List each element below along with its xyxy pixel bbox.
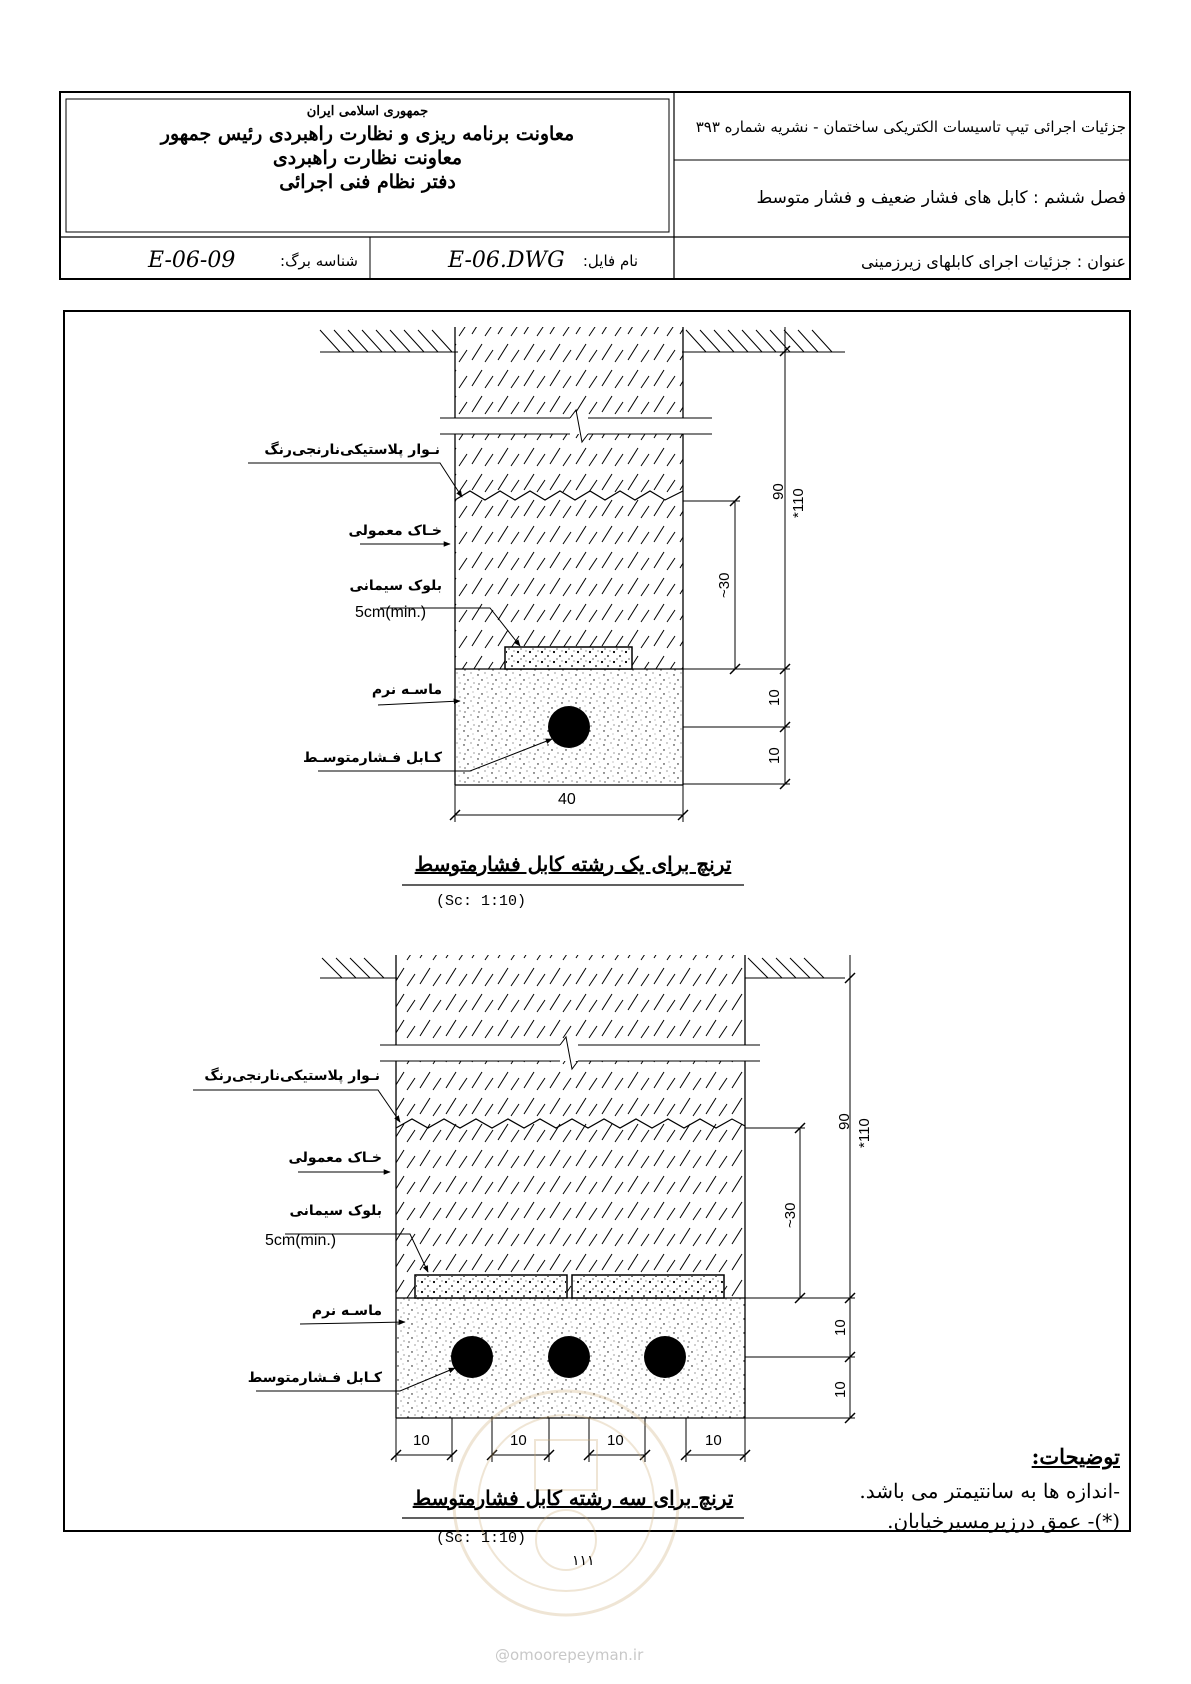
publication-title: جزئیات اجرائی تیپ تاسیسات الکتریکی ساختمان - نشریه شماره ۳۹۳: [695, 118, 1126, 136]
d2-label-sand: ماسـه نرم: [311, 1303, 382, 1319]
d1-label-block-min: 5cm(min.): [355, 604, 427, 621]
cable-1: [548, 706, 590, 748]
file-label: نام فایل:: [582, 252, 638, 270]
org-block: [66, 104, 669, 193]
d2-label-soil: خـاک معمولی: [288, 1150, 382, 1166]
d2-dim-w1: 10: [413, 1432, 430, 1449]
sheet-id-cell: [66, 246, 366, 276]
sheet-label: شناسه برگ:: [280, 252, 358, 270]
watermark-text: @omoorepeyman.ir: [495, 1646, 644, 1664]
notes-line-2: (*)- عمق درزیرمسیرخیابان.: [887, 1509, 1120, 1533]
d1-dim-90: 90: [770, 483, 787, 500]
d2-label-tape: نـوار پلاستیکی‌نارنجی‌رنگ: [204, 1068, 380, 1084]
d1-caption: ترنچ برای یک رشته کابل فشارمتوسط: [414, 852, 732, 876]
d2-label-cable: کـابل فـشارمتوسط: [247, 1370, 382, 1386]
file-value: E-06.DWG: [448, 248, 565, 273]
d2-scale: (Sc: 1:10): [436, 1530, 527, 1547]
drawing-title: [676, 252, 1126, 271]
d1-label-tape: نـوار پلاستیکی‌نارنجی‌رنگ: [264, 442, 440, 458]
d1-dim-10a: 10: [766, 689, 783, 706]
d2-dim-90: 90: [836, 1113, 853, 1130]
chapter-title: فصل ششم : کابل های فشار ضعیف و فشار متوسط: [756, 188, 1126, 208]
org-line-2: معاونت برنامه ریزی و نظارت راهبردی رئیس جمهور: [160, 123, 575, 145]
cable-2c: [644, 1336, 686, 1378]
d2-dim-w2: 10: [510, 1432, 527, 1449]
notes-line-1: -اندازه ها به سانتیمتر می باشد.: [859, 1479, 1120, 1503]
trench-diagram-1: [248, 327, 845, 885]
cable-2b: [548, 1336, 590, 1378]
d1-label-sand: ماسـه نرم: [371, 682, 442, 698]
file-name-cell: [380, 246, 668, 276]
title-label: عنوان :: [1076, 252, 1126, 271]
cable-2a: [451, 1336, 493, 1378]
org-line-3: معاونت نظارت راهبردی: [272, 147, 463, 169]
d1-label-cable: کـابل فـشارمتوسـط: [302, 750, 442, 766]
notes-block: [790, 1444, 1120, 1533]
d2-dim-30: ~30: [782, 1202, 799, 1228]
sheet-value: E-06-09: [148, 248, 236, 273]
d2-caption: ترنچ برای سه رشته کابل فشارمتوسط: [412, 1486, 734, 1510]
d1-dim-10b: 10: [766, 747, 783, 764]
notes-title: توضیحات:: [1031, 1444, 1120, 1469]
page-number: ۱۱۱: [572, 1553, 595, 1569]
d1-label-soil: خـاک معمولی: [348, 523, 442, 539]
d1-scale: (Sc: 1:10): [436, 893, 527, 910]
d2-dim-10a: 10: [832, 1319, 849, 1336]
d2-dim-w4: 10: [705, 1432, 722, 1449]
d2-label-block-min: 5cm(min.): [265, 1232, 337, 1249]
title-value: جزئیات اجرای کابلهای زیرزمینی: [860, 252, 1072, 271]
d2-dim-w3: 10: [607, 1432, 624, 1449]
d1-dim-110: *110: [790, 488, 807, 518]
d2-label-block: بلوک سیمانی: [289, 1203, 382, 1219]
org-line-4: دفتر نظام فنی اجرائی: [279, 171, 456, 193]
d1-label-block: بلوک سیمانی: [349, 578, 442, 594]
d2-dim-110: *110: [856, 1118, 873, 1148]
d2-dim-10b: 10: [832, 1381, 849, 1398]
d1-dim-30: ~30: [716, 572, 733, 598]
d1-dim-40: 40: [558, 791, 576, 808]
org-line-1: جمهوری اسلامی ایران: [306, 104, 429, 119]
